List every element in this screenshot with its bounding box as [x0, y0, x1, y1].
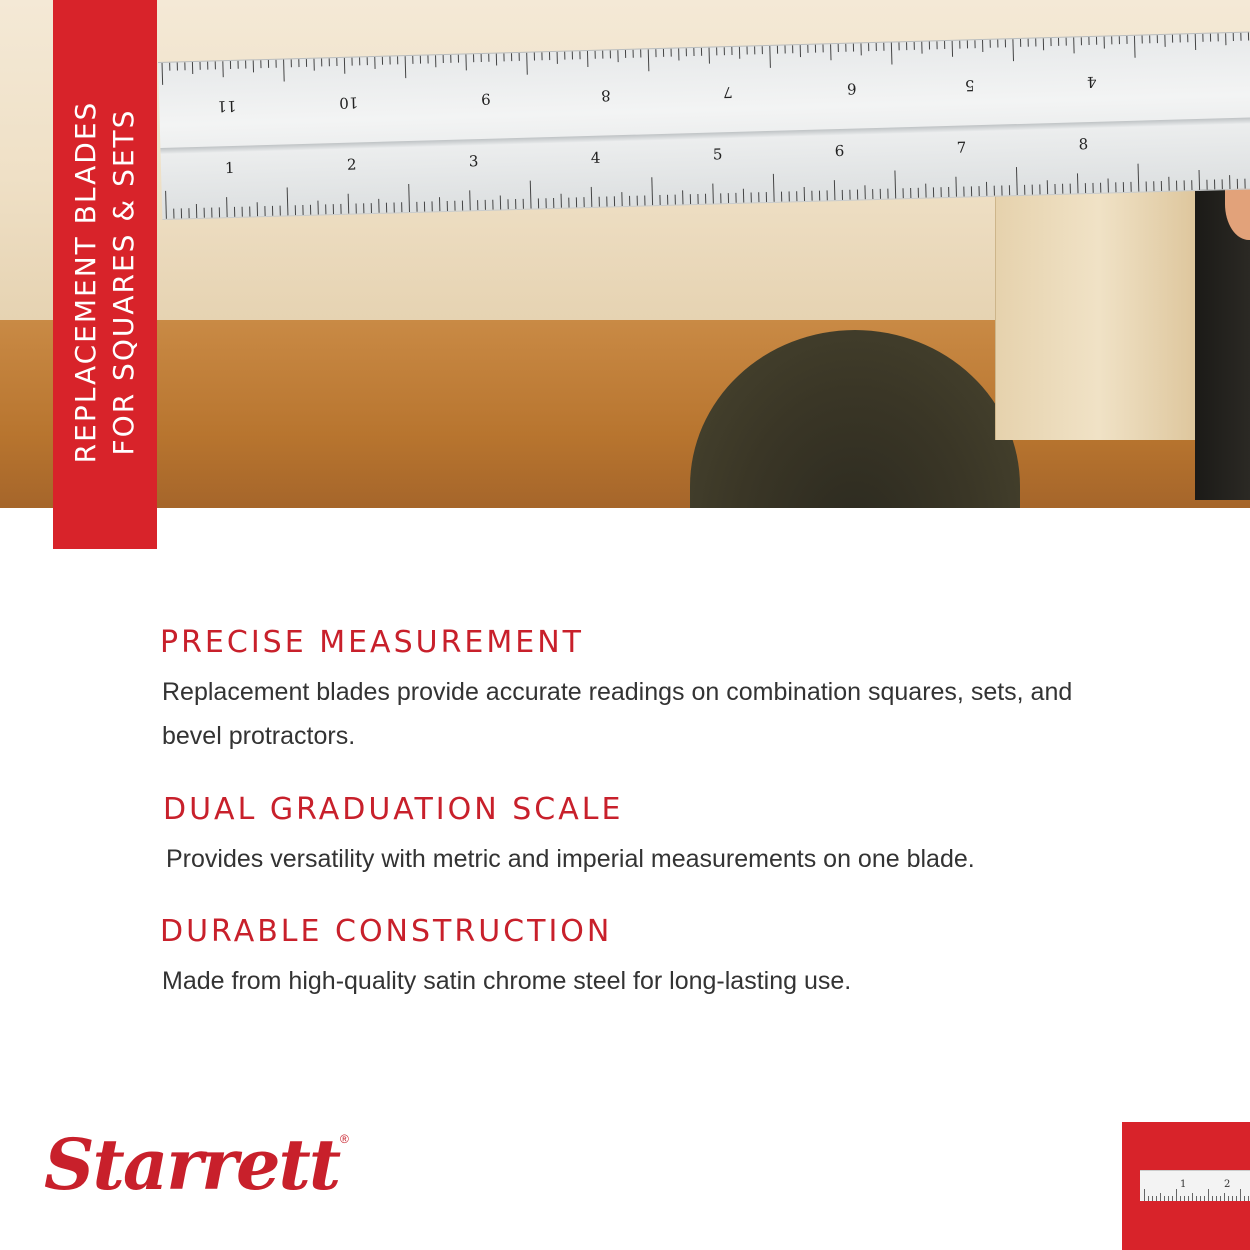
ruler-tick — [1199, 170, 1200, 190]
ruler-tick — [527, 53, 528, 75]
mini-ruler-tick — [1180, 1196, 1181, 1201]
mini-ruler-tick — [1148, 1196, 1149, 1201]
banner-title — [67, 12, 143, 549]
ruler-bottom-number: 8 — [1078, 135, 1089, 154]
ruler-top-number: 4 — [1086, 72, 1097, 92]
ruler-tick — [409, 184, 410, 212]
side-banner — [53, 0, 157, 549]
mini-ruler-tick — [1244, 1196, 1245, 1201]
mini-ruler-tick — [1212, 1196, 1213, 1201]
ruler-tick — [1134, 36, 1135, 58]
banner-line-1: REPLACEMENT BLADES — [69, 100, 102, 464]
ruler-tick — [770, 46, 771, 68]
ruler-bottom-number: 5 — [712, 145, 723, 164]
mini-ruler-tick — [1176, 1189, 1177, 1201]
mini-ruler-tick — [1144, 1189, 1145, 1201]
mini-ruler-tick — [1220, 1196, 1221, 1201]
ruler-tick — [652, 177, 653, 205]
ruler-tick — [470, 190, 471, 210]
ruler-top-number: 7 — [722, 82, 733, 102]
mini-ruler-tick — [1160, 1193, 1161, 1201]
ruler-tick — [530, 181, 531, 209]
ruler-top-number: 5 — [964, 76, 975, 95]
mini-ruler-tick — [1216, 1196, 1217, 1201]
ruler-tick — [1013, 39, 1014, 61]
ruler-tick — [166, 191, 167, 219]
ruler-tick — [713, 184, 714, 204]
mini-ruler-tick — [1172, 1196, 1173, 1201]
ruler-tick — [405, 56, 406, 78]
ruler-top-number: 9 — [480, 89, 491, 108]
ruler-tick — [834, 180, 835, 200]
feature-title-precise-measurement: PRECISE MEASUREMENT — [160, 625, 584, 660]
mini-ruler-tick — [1164, 1196, 1165, 1201]
ruler-tick — [895, 170, 896, 198]
corner-badge — [1122, 1122, 1250, 1250]
feature-desc-durable-construction: Made from high-quality satin chrome steel for long-lasting use. — [162, 967, 852, 995]
banner-line-2: FOR SQUARES & SETS — [107, 108, 140, 456]
ruler-top-number: 10 — [338, 93, 359, 112]
ruler-bottom-number: 6 — [834, 141, 845, 161]
feature-desc-dual-graduation: Provides versatility with metric and imperial measurements on one blade. — [166, 845, 975, 873]
feature-title-durable-construction: DURABLE CONSTRUCTION — [160, 914, 613, 949]
hero-photo — [0, 0, 1250, 508]
ruler-tick — [348, 194, 349, 214]
mini-ruler-tick — [1196, 1196, 1197, 1201]
ruler-top-number: 6 — [846, 79, 857, 98]
mini-ruler-tick — [1192, 1193, 1193, 1201]
ruler-blade — [158, 32, 1250, 220]
ruler-bottom-number: 7 — [956, 138, 967, 157]
mini-ruler-tick — [1240, 1189, 1241, 1201]
mini-ruler-icon — [1140, 1170, 1250, 1201]
mini-ruler-number: 2 — [1224, 1179, 1231, 1190]
mini-ruler-tick — [1188, 1196, 1189, 1201]
ruler-bottom-number: 1 — [224, 158, 235, 178]
ruler-tick — [287, 187, 288, 215]
ruler-bottom-number: 3 — [468, 152, 479, 171]
mini-ruler-tick — [1184, 1196, 1185, 1201]
ruler-bottom-number: 4 — [590, 148, 601, 167]
ruler-tick — [891, 43, 892, 65]
mini-ruler-number: 1 — [1180, 1179, 1187, 1190]
mini-ruler-tick — [1236, 1196, 1237, 1201]
mini-ruler-tick — [1204, 1196, 1205, 1201]
ruler-tick — [162, 63, 163, 85]
ruler-tick — [1077, 173, 1078, 193]
registered-mark: ® — [340, 1132, 349, 1146]
ruler-tick — [591, 187, 592, 207]
starrett-logo: Starrett — [44, 1123, 340, 1206]
mini-ruler-tick — [1168, 1196, 1169, 1201]
ruler-tick — [956, 177, 957, 197]
mini-ruler-tick — [1248, 1196, 1249, 1201]
feature-desc-precise-measurement: Replacement blades provide accurate readings on combination squares, sets, and bevel protractors. — [162, 678, 1073, 750]
ruler-top-number: 8 — [600, 86, 611, 105]
mini-ruler-tick — [1232, 1196, 1233, 1201]
ruler-tick — [227, 197, 228, 217]
mini-ruler-tick — [1152, 1196, 1153, 1201]
feature-title-dual-graduation: DUAL GRADUATION SCALE — [163, 792, 624, 827]
wood-block — [995, 190, 1201, 440]
mini-ruler-tick — [1224, 1193, 1225, 1201]
ruler-tick — [773, 174, 774, 202]
ruler-top-number: 11 — [217, 96, 237, 116]
ruler-bottom-number: 2 — [346, 155, 357, 174]
mini-ruler-tick — [1156, 1196, 1157, 1201]
ruler-tick — [1016, 167, 1017, 195]
mini-ruler-tick — [1200, 1196, 1201, 1201]
ruler-tick — [648, 49, 649, 71]
mini-ruler-tick — [1208, 1189, 1209, 1201]
mini-ruler-tick — [1228, 1196, 1229, 1201]
ruler-tick — [1138, 164, 1139, 192]
ruler-tick — [284, 59, 285, 81]
